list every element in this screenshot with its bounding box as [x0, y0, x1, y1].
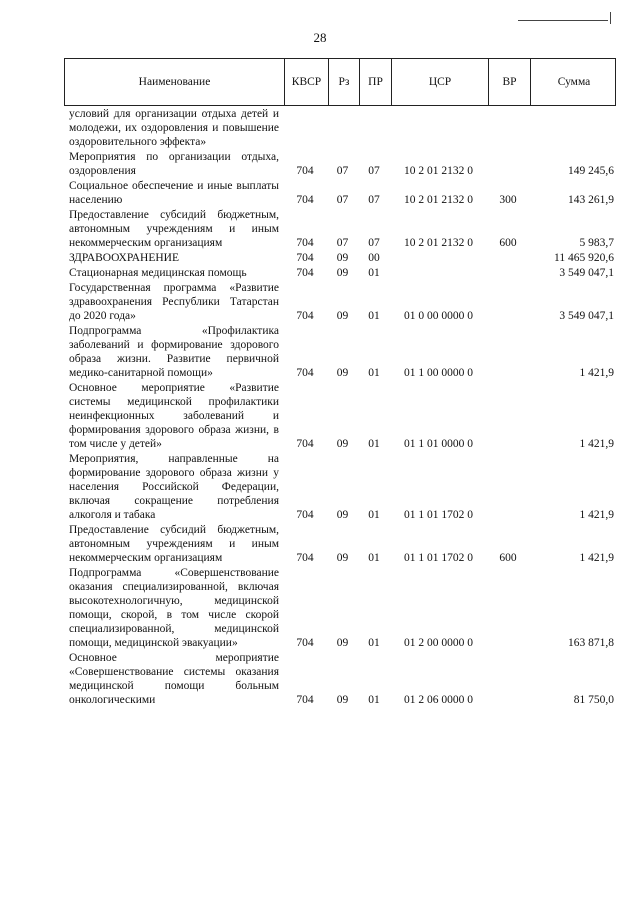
row-kvsr: 704 [296, 252, 314, 264]
row-vr [487, 178, 529, 179]
row-name: Основное мероприятие «Развитие системы медицинской профилактики неинфекционных заболеваний и формирования здорового образа жизни, в том числе у детей» [69, 382, 279, 450]
table-row [64, 566, 616, 651]
row-vr [487, 280, 529, 281]
table-row [64, 251, 616, 266]
table-row [64, 281, 616, 324]
table-row [64, 208, 616, 251]
row-csr: 10 2 01 2132 0 [404, 194, 473, 206]
row-name: Мероприятия, направленные на формирование здорового образа жизни у населения Российской Федерации, включая сокращение потребления алкоголя и табака [69, 453, 279, 521]
row-csr: 10 2 01 2132 0 [404, 237, 473, 249]
row-vr [487, 522, 529, 523]
row-name: Основное мероприятие «Совершенствование системы оказания медицинской помощи больным онкологическими [69, 652, 279, 706]
row-rz: 09 [336, 509, 349, 521]
row-csr: 01 2 06 0000 0 [404, 694, 473, 706]
row-kvsr: 704 [296, 694, 314, 706]
row-name: Предоставление субсидий бюджетным, автономным учреждениям и иным некоммерческим организациям [69, 209, 279, 249]
row-name: ЗДРАВООХРАНЕНИЕ [69, 252, 180, 264]
header-csr: ЦСР [391, 59, 488, 105]
row-pr: 01 [368, 438, 380, 450]
row-kvsr: 704 [296, 438, 314, 450]
row-vr [487, 451, 529, 452]
row-vr: 600 [499, 552, 517, 564]
scan-mark [610, 12, 611, 24]
row-csr: 01 1 01 1702 0 [404, 552, 473, 564]
row-csr [390, 265, 487, 266]
row-rz: 09 [336, 310, 349, 322]
table-row [64, 179, 616, 208]
row-csr: 01 1 00 0000 0 [404, 367, 473, 379]
row-rz [327, 149, 358, 150]
row-pr: 07 [368, 237, 380, 249]
header-pr: ПР [359, 59, 391, 105]
row-kvsr [283, 149, 327, 150]
header-rz: Рз [328, 59, 359, 105]
row-csr: 01 2 00 0000 0 [404, 637, 473, 649]
row-csr [390, 280, 487, 281]
row-rz: 07 [336, 237, 349, 249]
table-row [64, 107, 616, 150]
row-pr: 01 [368, 267, 380, 279]
table-body [64, 106, 616, 708]
row-vr [487, 380, 529, 381]
row-sum: 3 549 047,1 [559, 267, 614, 279]
row-pr: 01 [368, 552, 380, 564]
row-kvsr: 704 [296, 194, 314, 206]
row-kvsr: 704 [296, 637, 314, 649]
row-sum: 81 750,0 [573, 694, 614, 706]
row-kvsr: 704 [296, 267, 314, 279]
row-rz: 09 [336, 267, 349, 279]
row-pr: 01 [368, 637, 380, 649]
row-pr: 07 [368, 194, 380, 206]
table-row [64, 324, 616, 381]
row-name: Предоставление субсидий бюджетным, автономным учреждениям и иным некоммерческим организациям [69, 524, 279, 564]
row-name: Социальное обеспечение и иные выплаты населению [69, 180, 279, 206]
row-vr [487, 323, 529, 324]
budget-table [64, 58, 616, 708]
row-pr: 01 [368, 509, 380, 521]
scan-mark [518, 20, 608, 21]
row-name: Государственная программа «Развитие здравоохранения Республики Татарстан до 2020 года» [69, 282, 279, 322]
row-vr [487, 650, 529, 651]
row-vr [487, 265, 529, 266]
row-rz: 09 [336, 637, 349, 649]
row-name: Подпрограмма «Профилактика заболеваний и формирование здорового образа жизни. Развитие первичной медико-санитарной помощи» [69, 325, 279, 379]
row-csr [390, 149, 487, 150]
row-kvsr: 704 [296, 310, 314, 322]
row-sum: 3 549 047,1 [559, 310, 614, 322]
row-sum: 1 421,9 [579, 438, 614, 450]
table-row [64, 452, 616, 523]
row-vr [487, 707, 529, 708]
row-sum: 5 983,7 [579, 237, 614, 249]
row-sum: 163 871,8 [568, 637, 614, 649]
row-kvsr: 704 [296, 367, 314, 379]
row-pr: 01 [368, 367, 380, 379]
row-sum: 1 421,9 [579, 509, 614, 521]
row-sum: 11 465 920,6 [554, 252, 614, 264]
header-vr: ВР [488, 59, 530, 105]
row-vr: 300 [499, 194, 517, 206]
row-rz: 09 [336, 694, 349, 706]
header-name: Наименование [138, 76, 211, 88]
row-pr: 01 [368, 310, 380, 322]
row-vr: 600 [499, 237, 517, 249]
row-csr: 01 0 00 0000 0 [404, 310, 473, 322]
row-kvsr: 704 [296, 509, 314, 521]
row-vr [487, 149, 529, 150]
row-name: условий для организации отдыха детей и молодежи, их оздоровления и повышение оздоровительного эффекта» [69, 108, 279, 148]
table-row [64, 266, 616, 281]
row-pr: 00 [368, 252, 380, 264]
table-row [64, 150, 616, 179]
header-kvsr: КВСР [284, 59, 328, 105]
row-csr: 10 2 01 2132 0 [404, 165, 473, 177]
table-row [64, 523, 616, 566]
row-pr: 01 [368, 694, 380, 706]
row-rz: 07 [336, 165, 349, 177]
row-rz: 09 [336, 552, 349, 564]
row-rz: 07 [336, 194, 349, 206]
row-name: Подпрограмма «Совершенствование оказания специализированной, включая высокотехнологичную, медицинской помощи, скорой, в том числе скорой специализированной, медицинской помощи, медицинской эвакуации» [69, 567, 279, 649]
page-number: 28 [313, 30, 327, 45]
row-rz: 09 [336, 252, 349, 264]
row-sum: 143 261,9 [568, 194, 614, 206]
row-kvsr: 704 [296, 552, 314, 564]
row-csr: 01 1 01 1702 0 [404, 509, 473, 521]
row-rz: 09 [336, 367, 349, 379]
row-pr [358, 149, 390, 150]
row-name: Мероприятия по организации отдыха, оздоровления [69, 151, 279, 177]
row-sum: 1 421,9 [579, 367, 614, 379]
row-rz: 09 [336, 438, 349, 450]
table-row [64, 651, 616, 708]
table-header [64, 58, 616, 106]
row-csr: 01 1 01 0000 0 [404, 438, 473, 450]
row-kvsr: 704 [296, 165, 314, 177]
row-sum [529, 149, 616, 150]
row-sum: 1 421,9 [579, 552, 614, 564]
row-name: Стационарная медицинская помощь [69, 267, 247, 279]
row-pr: 07 [368, 165, 380, 177]
row-kvsr: 704 [296, 237, 314, 249]
table-row [64, 381, 616, 452]
header-sum: Сумма [530, 59, 617, 105]
row-sum: 149 245,6 [568, 165, 614, 177]
